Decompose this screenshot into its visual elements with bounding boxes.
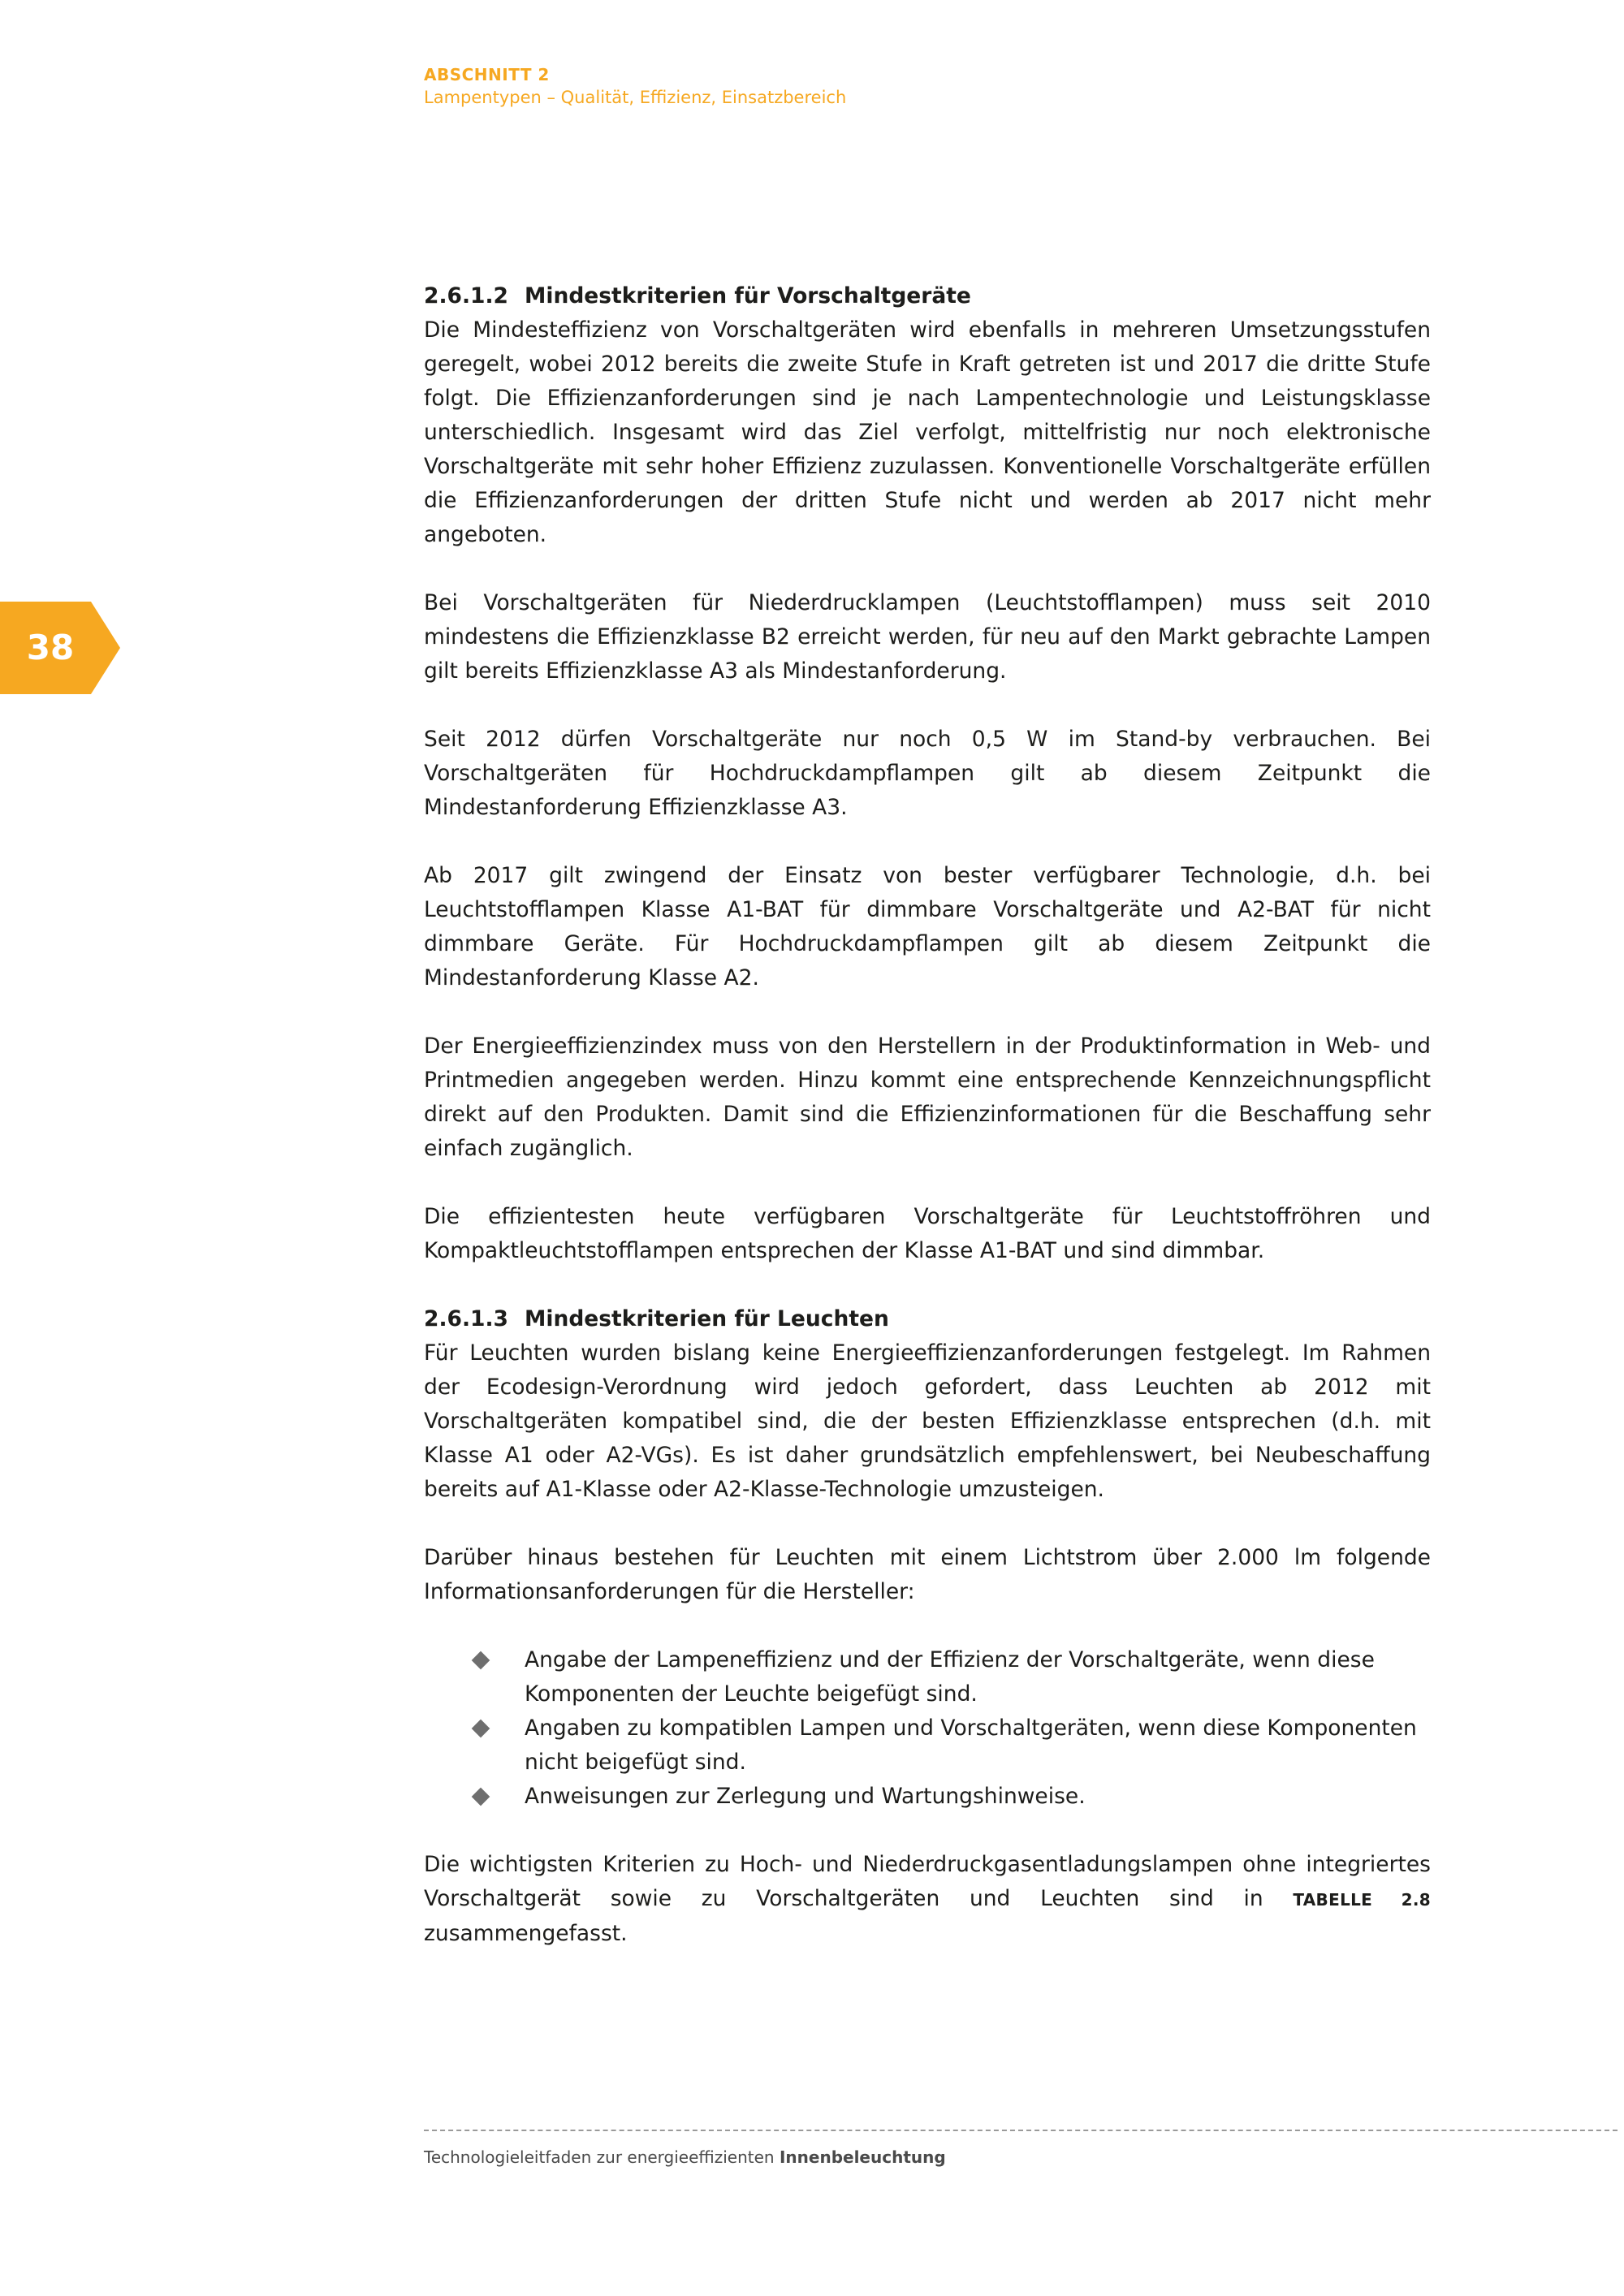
paragraph: Seit 2012 dürfen Vorschaltgeräte nur noch 0,5 W im Stand-by verbrauchen. Bei Vorschaltgeräten für Hochdruckdampflampen gilt ab diesem Zeitpunkt die Mindestanforderung Effizienzklasse A3. — [424, 727, 1431, 820]
paragraph: Bei Vorschaltgeräten für Niederdrucklampen (Leuchtstofflampen) muss seit 2010 mindestens die Effizienzklasse B2 erreicht werden, für neu auf den Markt gebrachte Lampen gilt bereits Effizienzklasse A3 als Mindestanforderung. — [424, 590, 1431, 684]
section-heading-2613 — [424, 1302, 1431, 1336]
bullet-list — [424, 1643, 1431, 1814]
paragraph: Für Leuchten wurden bislang keine Energieeffizienzanforderungen festgelegt. Im Rahmen der Ecodesign-Verordnung wird jedoch gefordert, dass Leuchten ab 2012 mit Vorschaltgeräten kompatibel sind, die der besten Effizienzklasse entsprechen (d.h. mit Klasse A1 oder A2-VGs). Es ist daher grundsätzlich empfehlenswert, bei Neubeschaffung bereits auf A1-Klasse oder A2-Klasse-Technologie umzusteigen. — [424, 1340, 1431, 1502]
section-title: Mindestkriterien für Vorschaltgeräte — [525, 283, 971, 309]
paragraph: Darüber hinaus bestehen für Leuchten mit einem Lichtstrom über 2.000 lm folgende Informationsanforderungen für die Hersteller: — [424, 1545, 1431, 1604]
closing-paragraph — [424, 1848, 1431, 1951]
list-item — [473, 1643, 1431, 1711]
diamond-bullet-icon — [472, 1788, 490, 1806]
section-heading-2612 — [424, 279, 1431, 313]
paragraph: Die Mindesteffizienz von Vorschaltgeräten wird ebenfalls in mehreren Umsetzungsstufen geregelt, wobei 2012 bereits die zweite Stufe in Kraft getreten ist und 2017 die dritte Stufe folgt. Die Effizienzanforderungen sind je nach Lampentechnologie und Leistungsklasse unterschiedlich. Insgesamt wird das Ziel verfolgt, mittelfristig nur noch elektronische Vorschaltgeräte mit sehr hoher Effizienz zuzulassen. Konventionelle Vorschaltgeräte erfüllen die Effizienzanforderungen der dritten Stufe nicht und werden ab 2017 nicht mehr angeboten. — [424, 317, 1431, 547]
paragraph: Der Energieeffizienzindex muss von den Herstellern in der Produktinformation in Web- und Printmedien angegeben werden. Hinzu kommt eine entsprechende Kennzeichnungspflicht direkt auf den Produkten. Damit sind die Effizienzinformationen für die Beschaffung sehr einfach zugänglich. — [424, 1034, 1431, 1161]
footer — [424, 2147, 946, 2167]
list-item — [473, 1711, 1431, 1780]
closing-text: Die wichtigsten Kriterien zu Hoch- und Niederdruckgasentladungslampen ohne integriertes Vorschaltgerät sowie zu Vorschaltgeräten und Leuchten sind in — [424, 1852, 1431, 1911]
paragraph: Die effizientesten heute verfügbaren Vorschaltgeräte für Leuchtstoffröhren und Kompaktleuchtstofflampen entsprechen der Klasse A1-BAT und sind dimmbar. — [424, 1204, 1431, 1263]
diamond-bullet-icon — [472, 1651, 490, 1670]
main-content — [424, 279, 1431, 1985]
section-subtitle: Lampentypen – Qualität, Effizienz, Einsatzbereich — [424, 88, 847, 107]
list-item-text: Angaben zu kompatiblen Lampen und Vorschaltgeräten, wenn diese Komponenten nicht beigefügt sind. — [525, 1716, 1417, 1775]
diamond-bullet-icon — [472, 1720, 490, 1738]
footer-text-bold: Innenbeleuchtung — [779, 2147, 946, 2167]
list-item-text: Anweisungen zur Zerlegung und Wartungshinweise. — [525, 1784, 1086, 1809]
section-title: Mindestkriterien für Leuchten — [525, 1306, 889, 1331]
list-item — [473, 1780, 1431, 1814]
footer-divider — [424, 2130, 1618, 2131]
table-reference-link[interactable]: TABELLE 2.8 — [1293, 1890, 1431, 1910]
section-label: ABSCHNITT 2 — [424, 65, 550, 84]
section-number: 2.6.1.2 — [424, 283, 508, 309]
list-item-text: Angabe der Lampeneffizienz und der Effizienz der Vorschaltgeräte, wenn diese Komponenten der Leuchte beigefügt sind. — [525, 1647, 1375, 1707]
section-number: 2.6.1.3 — [424, 1306, 508, 1331]
page-number: 38 — [26, 628, 75, 667]
running-header — [424, 63, 846, 109]
page-number-tab — [0, 602, 120, 694]
paragraph: Ab 2017 gilt zwingend der Einsatz von bester verfügbarer Technologie, d.h. bei Leuchtstofflampen Klasse A1-BAT für dimmbare Vorschaltgeräte und A2-BAT für nicht dimmbare Geräte. Für Hochdruckdampflampen gilt ab diesem Zeitpunkt die Mindestanforderung Klasse A2. — [424, 863, 1431, 990]
closing-text-end: zusammengefasst. — [424, 1921, 628, 1946]
footer-text: Technologieleitfaden zur energieeffizienten — [424, 2147, 780, 2167]
